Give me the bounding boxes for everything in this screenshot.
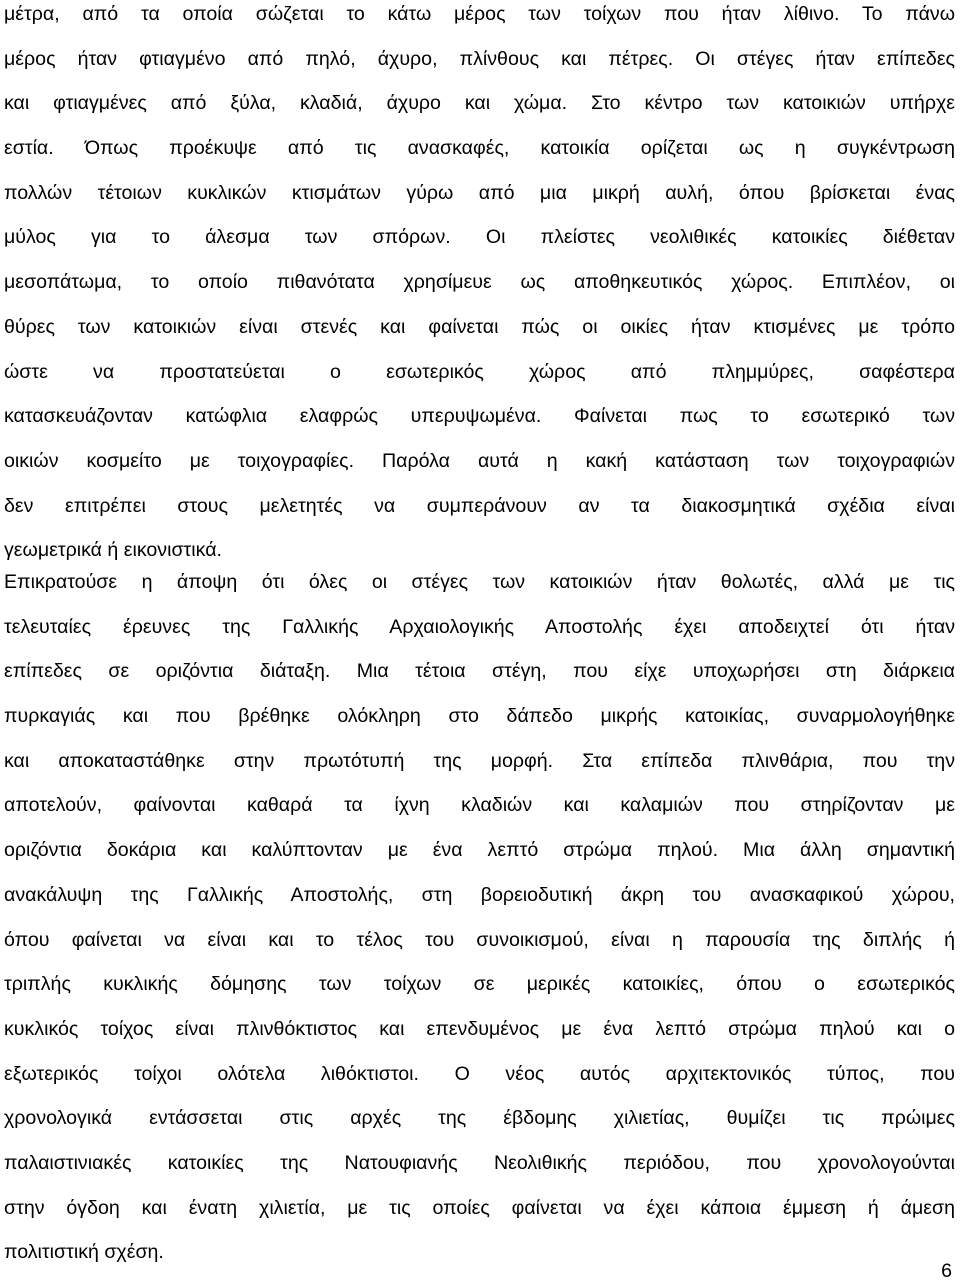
text-line: ανακάλυψη της Γαλλικής Αποστολής, στη βορειοδυτική άκρη του ανασκαφικού χώρου, (4, 883, 955, 906)
text-line: γεωμετρικά ή εικονιστικά. (4, 539, 222, 562)
text-line: επίπεδες σε οριζόντια διάταξη. Μια τέτοια στέγη, που είχε υποχωρήσει στη διάρκεια (4, 660, 955, 683)
text-line: ώστε να προστατεύεται ο εσωτερικός χώρος από πλημμύρες, σαφέστερα (4, 360, 955, 383)
text-line: θύρες των κατοικιών είναι στενές και φαίνεται πώς οι οικίες ήταν κτισμένες με τρόπο (4, 315, 955, 338)
text-line: μέρος ήταν φτιαγμένο από πηλό, άχυρο, πλίνθους και πέτρες. Οι στέγες ήταν επίπεδες (4, 47, 955, 70)
text-line: εξωτερικός τοίχοι ολότελα λιθόκτιστοι. Ο νέος αυτός αρχιτεκτονικός τύπος, που (4, 1062, 955, 1085)
text-line: τελευταίες έρευνες της Γαλλικής Αρχαιολογικής Αποστολής έχει αποδειχτεί ότι ήταν (4, 615, 955, 638)
text-line: οικιών κοσμείτο με τοιχογραφίες. Παρόλα αυτά η κακή κατάσταση των τοιχογραφιών (4, 449, 955, 472)
text-line: Επικρατούσε η άποψη ότι όλες οι στέγες των κατοικιών ήταν θολωτές, αλλά με τις (4, 571, 955, 593)
text-line: πυρκαγιάς και που βρέθηκε ολόκληρη στο δάπεδο μικρής κατοικίας, συναρμολογήθηκε (4, 705, 955, 728)
text-line: εστία. Όπως προέκυψε από τις ανασκαφές, κατοικία ορίζεται ως η συγκέντρωση (4, 137, 955, 160)
text-line: και φτιαγμένες από ξύλα, κλαδιά, άχυρο και χώμα. Στο κέντρο των κατοικιών υπήρχε (4, 92, 955, 115)
text-line: μύλος για το άλεσμα των σπόρων. Οι πλείστες νεολιθικές κατοικίες διέθεταν (4, 226, 955, 249)
text-line: πολλών τέτοιων κυκλικών κτισμάτων γύρω από μια μικρή αυλή, όπου βρίσκεται ένας (4, 181, 955, 204)
text-line: όπου φαίνεται να είναι και το τέλος του συνοικισμού, είναι η παρουσία της διπλής ή (4, 928, 955, 951)
paragraph-1 (4, 0, 955, 573)
page-number: 6 (941, 1260, 952, 1282)
text-line: οριζόντια δοκάρια και καλύπτονταν με ένα λεπτό στρώμα πηλού. Μια άλλη σημαντική (4, 839, 955, 862)
text-line: πολιτιστική σχέση. (4, 1241, 164, 1264)
text-line: μεσοπάτωμα, το οποίο πιθανότατα χρησίμευε ως αποθηκευτικός χώρος. Επιπλέον, οι (4, 271, 955, 294)
text-line: κυκλικός τοίχος είναι πλινθόκτιστος και επενδυμένος με ένα λεπτό στρώμα πηλού και ο (4, 1017, 955, 1040)
text-line: δεν επιτρέπει στους μελετητές να συμπεράνουν αν τα διακοσμητικά σχέδια είναι (4, 494, 955, 517)
text-line: στην όγδοη και ένατη χιλιετία, με τις οποίες φαίνεται να έχει κάποια έμμεση ή άμεση (4, 1196, 955, 1219)
text-line: παλαιστινιακές κατοικίες της Νατουφιανής Νεολιθικής περιόδου, που χρονολογούνται (4, 1151, 955, 1174)
paragraph-2 (4, 560, 955, 1275)
text-line: αποτελούν, φαίνονται καθαρά τα ίχνη κλαδιών και καλαμιών που στηρίζονταν με (4, 794, 955, 817)
text-line: μέτρα, από τα οποία σώζεται το κάτω μέρος των τοίχων που ήταν λίθινο. Το πάνω (4, 3, 955, 25)
text-line: κατασκευάζονταν κατώφλια ελαφρώς υπερυψωμένα. Φαίνεται πως το εσωτερικό των (4, 405, 955, 428)
text-line: χρονολογικά εντάσσεται στις αρχές της έβδομης χιλιετίας, θυμίζει τις πρώιμες (4, 1107, 955, 1130)
text-line: τριπλής κυκλικής δόμησης των τοίχων σε μερικές κατοικίες, όπου ο εσωτερικός (4, 973, 955, 996)
text-line: και αποκαταστάθηκε στην πρωτότυπή της μορφή. Στα επίπεδα πλινθάρια, που την (4, 749, 955, 772)
